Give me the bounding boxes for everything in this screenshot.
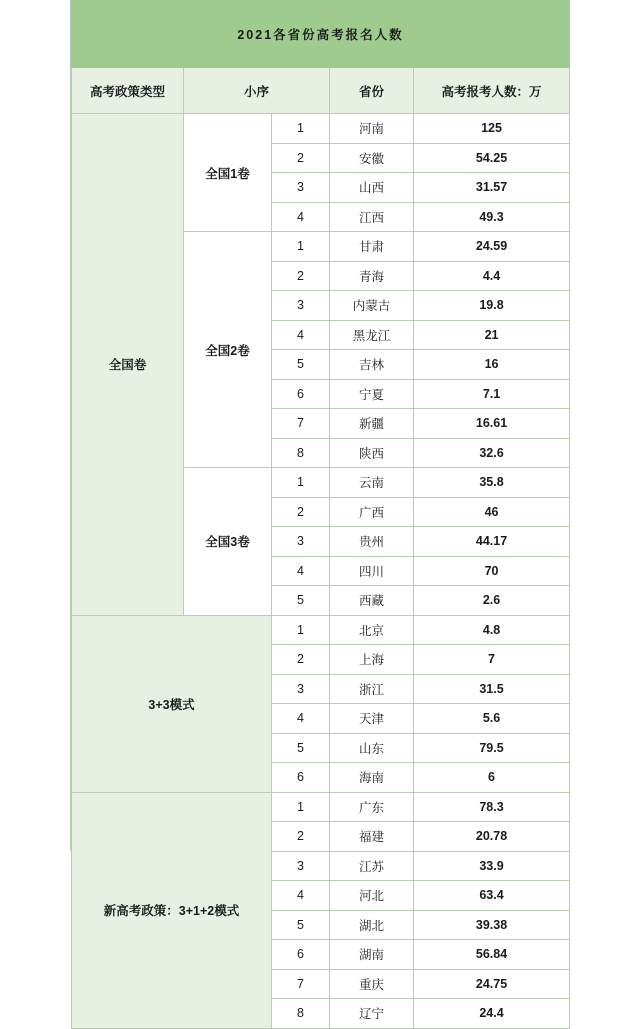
- row-province: 安徽: [330, 143, 414, 173]
- row-count: 4.4: [414, 261, 570, 291]
- row-count: 20.78: [414, 822, 570, 852]
- column-header-province: 省份: [330, 68, 414, 114]
- row-count: 19.8: [414, 291, 570, 321]
- paper-group-2: 全国2卷: [184, 232, 272, 468]
- table-row: [72, 792, 570, 822]
- row-count: 2.6: [414, 586, 570, 616]
- title-row: [72, 1, 570, 68]
- row-count: 6: [414, 763, 570, 793]
- paper-group-1: 全国1卷: [184, 114, 272, 232]
- row-province: 辽宁: [330, 999, 414, 1029]
- row-province: 广西: [330, 497, 414, 527]
- row-count: 21: [414, 320, 570, 350]
- row-count: 31.5: [414, 674, 570, 704]
- row-province: 云南: [330, 468, 414, 498]
- row-index: 5: [272, 910, 330, 940]
- row-province: 北京: [330, 615, 414, 645]
- left-margin: [0, 0, 70, 851]
- row-index: 1: [272, 792, 330, 822]
- table-container: [70, 0, 570, 1022]
- row-province: 四川: [330, 556, 414, 586]
- row-province: 吉林: [330, 350, 414, 380]
- row-province: 新疆: [330, 409, 414, 439]
- policy-group-3plus3: 3+3模式: [72, 615, 272, 792]
- policy-group-3plus1plus2: 新高考政策：3+1+2模式: [72, 792, 272, 1028]
- row-index: 1: [272, 615, 330, 645]
- row-index: 7: [272, 409, 330, 439]
- table-row: [72, 615, 570, 645]
- row-index: 3: [272, 527, 330, 557]
- row-index: 4: [272, 556, 330, 586]
- row-province: 西藏: [330, 586, 414, 616]
- row-count: 16: [414, 350, 570, 380]
- row-count: 56.84: [414, 940, 570, 970]
- row-index: 1: [272, 232, 330, 262]
- row-index: 8: [272, 438, 330, 468]
- row-count: 33.9: [414, 851, 570, 881]
- row-count: 24.4: [414, 999, 570, 1029]
- row-count: 46: [414, 497, 570, 527]
- row-province: 河南: [330, 114, 414, 144]
- row-index: 7: [272, 969, 330, 999]
- row-province: 湖北: [330, 910, 414, 940]
- paper-group-3: 全国3卷: [184, 468, 272, 616]
- row-index: 6: [272, 379, 330, 409]
- row-province: 山西: [330, 173, 414, 203]
- row-index: 6: [272, 763, 330, 793]
- row-index: 2: [272, 822, 330, 852]
- row-index: 4: [272, 202, 330, 232]
- row-province: 甘肃: [330, 232, 414, 262]
- row-count: 79.5: [414, 733, 570, 763]
- row-count: 78.3: [414, 792, 570, 822]
- row-index: 4: [272, 704, 330, 734]
- row-count: 24.75: [414, 969, 570, 999]
- row-province: 浙江: [330, 674, 414, 704]
- row-index: 5: [272, 733, 330, 763]
- row-province: 江苏: [330, 851, 414, 881]
- exam-registration-table: [71, 0, 570, 1029]
- row-count: 39.38: [414, 910, 570, 940]
- row-count: 7: [414, 645, 570, 675]
- row-count: 5.6: [414, 704, 570, 734]
- row-province: 海南: [330, 763, 414, 793]
- row-count: 32.6: [414, 438, 570, 468]
- row-province: 江西: [330, 202, 414, 232]
- row-index: 5: [272, 586, 330, 616]
- row-index: 4: [272, 881, 330, 911]
- column-header-count: 高考报考人数：万: [414, 68, 570, 114]
- row-index: 1: [272, 468, 330, 498]
- row-province: 青海: [330, 261, 414, 291]
- row-index: 3: [272, 291, 330, 321]
- row-index: 3: [272, 851, 330, 881]
- row-count: 44.17: [414, 527, 570, 557]
- row-index: 8: [272, 999, 330, 1029]
- row-index: 2: [272, 143, 330, 173]
- row-province: 陕西: [330, 438, 414, 468]
- row-count: 49.3: [414, 202, 570, 232]
- row-index: 5: [272, 350, 330, 380]
- row-count: 70: [414, 556, 570, 586]
- row-province: 重庆: [330, 969, 414, 999]
- row-count: 7.1: [414, 379, 570, 409]
- row-province: 福建: [330, 822, 414, 852]
- row-province: 黑龙江: [330, 320, 414, 350]
- row-province: 湖南: [330, 940, 414, 970]
- row-count: 125: [414, 114, 570, 144]
- row-index: 2: [272, 645, 330, 675]
- row-count: 35.8: [414, 468, 570, 498]
- row-index: 2: [272, 261, 330, 291]
- row-province: 上海: [330, 645, 414, 675]
- column-header-index: 小序: [184, 68, 330, 114]
- row-count: 24.59: [414, 232, 570, 262]
- row-count: 31.57: [414, 173, 570, 203]
- row-index: 4: [272, 320, 330, 350]
- table-row: [72, 114, 570, 144]
- column-header-policy: 高考政策类型: [72, 68, 184, 114]
- row-index: 3: [272, 674, 330, 704]
- row-index: 6: [272, 940, 330, 970]
- row-province: 河北: [330, 881, 414, 911]
- row-count: 4.8: [414, 615, 570, 645]
- header-row: [72, 68, 570, 114]
- row-index: 1: [272, 114, 330, 144]
- row-index: 3: [272, 173, 330, 203]
- row-province: 山东: [330, 733, 414, 763]
- row-province: 贵州: [330, 527, 414, 557]
- row-count: 63.4: [414, 881, 570, 911]
- row-index: 2: [272, 497, 330, 527]
- row-count: 16.61: [414, 409, 570, 439]
- policy-group-quanguojuan: 全国卷: [72, 114, 184, 616]
- row-province: 内蒙古: [330, 291, 414, 321]
- row-province: 广东: [330, 792, 414, 822]
- right-margin: [570, 0, 640, 851]
- page-title: 2021各省份高考报名人数: [72, 1, 570, 68]
- row-province: 天津: [330, 704, 414, 734]
- row-count: 54.25: [414, 143, 570, 173]
- row-province: 宁夏: [330, 379, 414, 409]
